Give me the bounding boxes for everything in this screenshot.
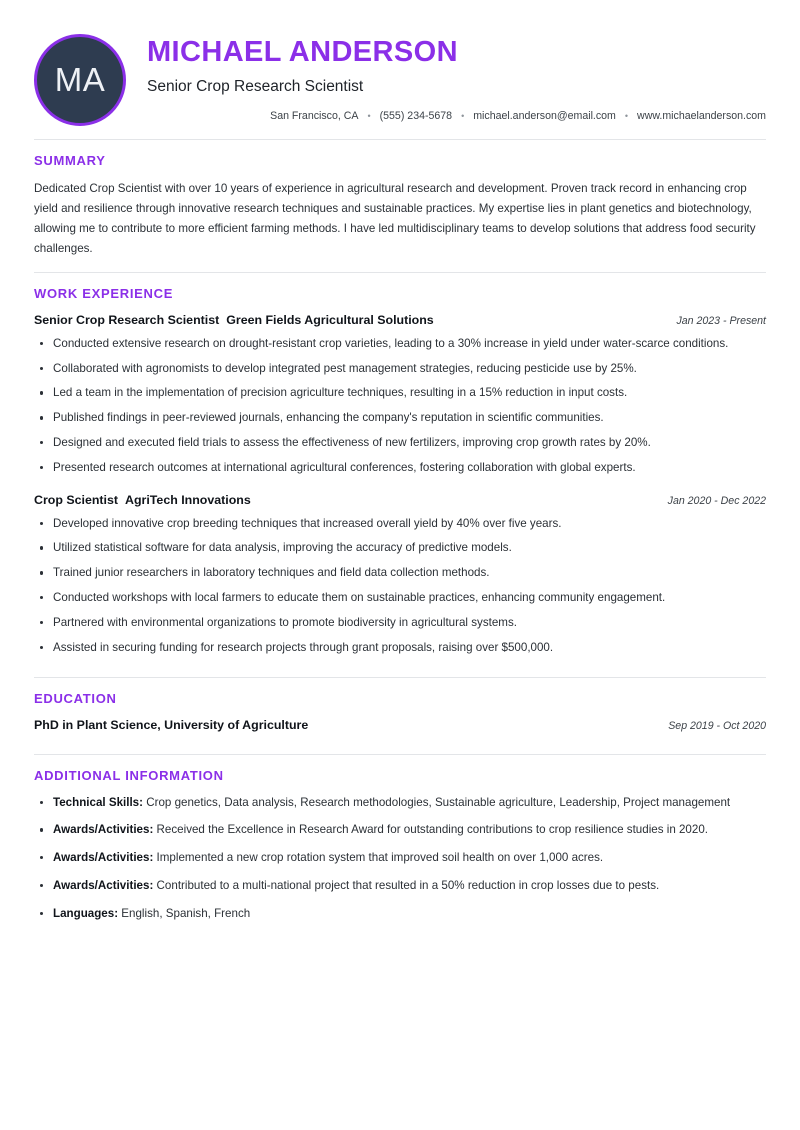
additional-information-list [34, 794, 766, 924]
section-title-summary: SUMMARY [34, 153, 106, 168]
list-item: Trained junior researchers in laboratory techniques and field data collection methods. [34, 564, 766, 583]
work-entry [34, 312, 766, 478]
page-title: MICHAEL ANDERSON [147, 36, 458, 68]
list-item: Conducted workshops with local farmers to educate them on sustainable practices, enhancing community engagement. [34, 589, 766, 608]
work-entry-bullets [34, 515, 766, 658]
list-item [34, 794, 766, 813]
contact-website: www.michaelanderson.com [637, 109, 766, 122]
avatar-initials: MA [54, 61, 106, 98]
list-item [34, 877, 766, 896]
section-work-experience [34, 273, 766, 658]
work-entry-role: Senior Crop Research Scientist [34, 312, 220, 327]
header-text-block [126, 34, 766, 124]
job-headline: Senior Crop Research Scientist [147, 78, 364, 96]
education-date: Sep 2019 - Oct 2020 [668, 720, 766, 733]
info-label: Technical Skills: [53, 795, 143, 809]
education-entry-header [34, 717, 766, 733]
info-text: Contributed to a multi-national project that resulted in a 50% reduction in crop losses due to pests. [156, 878, 660, 892]
list-item: Published findings in peer-reviewed journals, enhancing the company's reputation in scientific communities. [34, 409, 766, 428]
contact-phone: (555) 234-5678 [379, 109, 453, 122]
info-text: Received the Excellence in Research Award for outstanding contributions to crop resilience studies in 2020. [156, 823, 708, 837]
contact-separator-icon: • [367, 110, 371, 121]
work-entry-bullets [34, 335, 766, 478]
contact-email: michael.anderson@email.com [473, 109, 616, 122]
section-summary [34, 140, 766, 259]
work-entry-role: Crop Scientist [34, 492, 118, 507]
list-item: Partnered with environmental organizations to promote biodiversity in agricultural systems. [34, 614, 766, 633]
info-label: Awards/Activities: [53, 878, 154, 892]
list-item: Collaborated with agronomists to develop integrated pest management strategies, reducing pesticide use by 25%. [34, 360, 766, 379]
education-entry [34, 717, 766, 733]
contact-location: San Francisco, CA [270, 109, 359, 122]
list-item: Presented research outcomes at international agricultural conferences, fostering collaboration with global experts. [34, 459, 766, 478]
avatar [34, 34, 126, 126]
section-education [34, 678, 766, 733]
info-text: English, Spanish, French [121, 906, 251, 920]
list-item [34, 849, 766, 868]
work-entry-header [34, 492, 766, 508]
info-text: Crop genetics, Data analysis, Research methodologies, Sustainable agriculture, Leadership, Project management [146, 795, 731, 809]
list-item: Designed and executed field trials to assess the effectiveness of new fertilizers, improving crop growth rates by 20%. [34, 434, 766, 453]
info-label: Awards/Activities: [53, 823, 154, 837]
section-title-additional-information: ADDITIONAL INFORMATION [34, 767, 224, 783]
work-entry-company: Green Fields Agricultural Solutions [226, 312, 434, 327]
work-entry-heading [34, 492, 251, 508]
section-title-education: EDUCATION [34, 691, 117, 707]
work-entry-company: AgriTech Innovations [125, 492, 251, 507]
list-item: Assisted in securing funding for research projects through grant proposals, raising over $500,000. [34, 639, 766, 658]
work-entry [34, 492, 766, 658]
education-degree: PhD in Plant Science, University of Agriculture [34, 718, 309, 733]
list-item [34, 821, 766, 840]
list-item: Led a team in the implementation of precision agriculture techniques, resulting in a 15% reduction in input costs. [34, 384, 766, 403]
info-text: Implemented a new crop rotation system that improved soil health on over 1,000 acres. [156, 851, 604, 865]
work-entry-date: Jan 2023 - Present [676, 314, 766, 327]
contact-separator-icon: • [461, 110, 465, 121]
list-item: Conducted extensive research on drought-resistant crop varieties, leading to a 30% increase in yield under water-scarce conditions. [34, 335, 766, 354]
summary-text: Dedicated Crop Scientist with over 10 years of experience in agricultural research and development. Proven track record in enhancing crop yield and resilience through innovative research techniques and sustainable practices. My expertise lies in plant genetics and biotechnology, allowing me to contribute to more efficient farming methods. I have led multidisciplinary teams to develop solutions that address food security challenges. [34, 182, 756, 255]
section-additional-information [34, 755, 766, 924]
contact-row [147, 109, 766, 124]
list-item: Utilized statistical software for data analysis, improving the accuracy of predictive models. [34, 539, 766, 558]
list-item: Developed innovative crop breeding techniques that increased overall yield by 40% over five years. [34, 515, 766, 534]
work-entry-header [34, 312, 766, 328]
section-title-work-experience: WORK EXPERIENCE [34, 285, 174, 301]
contact-separator-icon: • [624, 110, 629, 121]
list-item [34, 905, 766, 924]
info-label: Awards/Activities: [53, 851, 154, 865]
work-entry-date: Jan 2020 - Dec 2022 [667, 494, 766, 507]
info-label: Languages: [53, 906, 119, 920]
resume-header [34, 22, 766, 126]
work-entry-heading [34, 312, 434, 328]
